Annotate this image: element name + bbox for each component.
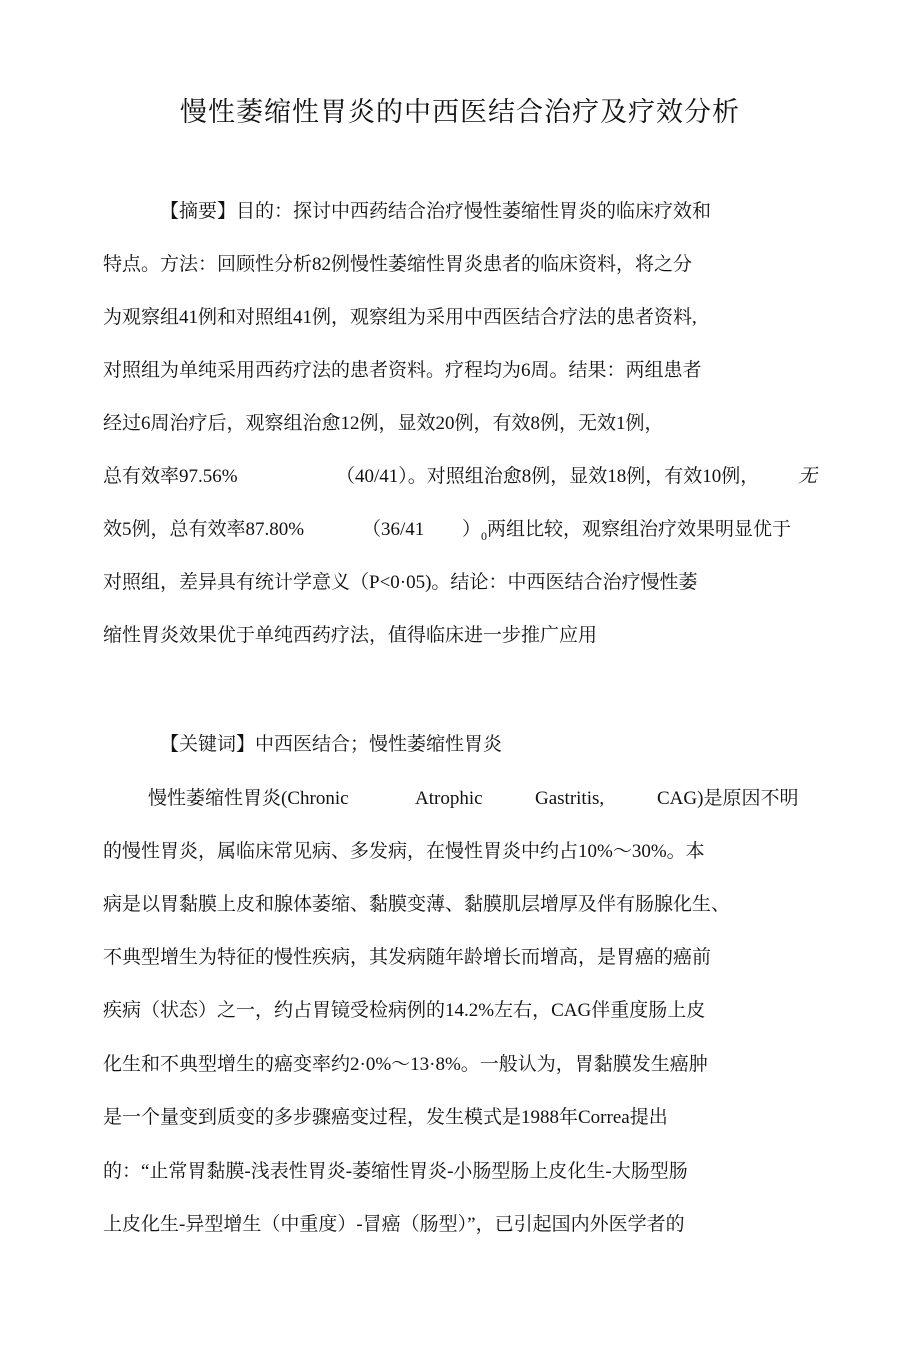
abstract-line: （36/41 xyxy=(362,519,425,540)
abstract-line: 对照组为单纯采用西药疗法的患者资料。疗程均为6周。结果：两组患者 xyxy=(103,360,702,381)
document-title: 慢性萎缩性胃炎的中西医结合治疗及疗效分析 xyxy=(180,97,740,128)
body-line: 慢性萎缩性胃炎(Chronic xyxy=(148,788,349,809)
abstract-line: 无 xyxy=(798,466,818,487)
abstract-line: 对照组，差异具有统计学意义（P<0·05)。结论：中西医结合治疗慢性萎 xyxy=(103,572,698,593)
abstract-line: 经过6周治疗后，观察组治愈12例，显效20例，有效8例，无效1例， xyxy=(103,413,664,434)
body-line: 的慢性胃炎，属临床常见病、多发病，在慢性胃炎中约占10%～30%。本 xyxy=(103,841,705,862)
body-line: Atrophic xyxy=(415,788,483,809)
body-line: 疾病（状态）之一，约占胃镜受检病例的14.2%左右，CAG伴重度肠上皮 xyxy=(103,1000,706,1021)
text: 两组比较，观察组治疗效果明显优于 xyxy=(487,519,792,540)
body-line: 化生和不典型增生的癌变率约2·0%～13·8%。一般认为，胃黏膜发生癌肿 xyxy=(103,1054,708,1075)
body-line: 不典型增生为特征的慢性疾病，其发病随年龄增长而增高，是胃癌的癌前 xyxy=(103,947,712,968)
subscript: 0 xyxy=(481,528,488,543)
abstract-line: 总有效率97.56% xyxy=(103,466,238,487)
abstract-line: 为观察组41例和对照组41例，观察组为采用中西医结合疗法的患者资料, xyxy=(103,307,697,328)
body-line: CAG)是原因不明 xyxy=(657,788,799,809)
abstract-line: 特点。方法：回顾性分析82例慢性萎缩性胃炎患者的临床资料，将之分 xyxy=(103,254,693,275)
abstract-line xyxy=(462,518,791,548)
abstract-line: 【摘要】目的：探讨中西药结合治疗慢性萎缩性胃炎的临床疗效和 xyxy=(160,201,712,222)
abstract-line: 效5例，总有效率87.80% xyxy=(103,519,305,540)
abstract-line: （40/41）。对照组治愈8例，显效18例，有效10例， xyxy=(336,466,760,487)
paren: ） xyxy=(462,519,482,540)
body-line: Gastritis, xyxy=(535,788,605,809)
body-line: 上皮化生-异型增生（中重度）-冒癌（肠型）”，已引起国内外医学者的 xyxy=(103,1214,685,1235)
keywords: 【关键词】中西医结合；慢性萎缩性胃炎 xyxy=(160,734,503,755)
body-line: 是一个量变到质变的多步骤癌变过程，发生模式是1988年Correa提出 xyxy=(103,1107,668,1128)
body-line: 病是以胃黏膜上皮和腺体萎缩、黏膜变薄、黏膜肌层增厚及伴有肠腺化生、 xyxy=(103,894,731,915)
abstract-line: 缩性胃炎效果优于单纯西药疗法，值得临床进一步推广应用 xyxy=(103,625,598,646)
body-line: 的：“止常胃黏膜-浅表性胃炎-萎缩性胃炎-小肠型肠上皮化生-大肠型肠 xyxy=(103,1161,688,1182)
